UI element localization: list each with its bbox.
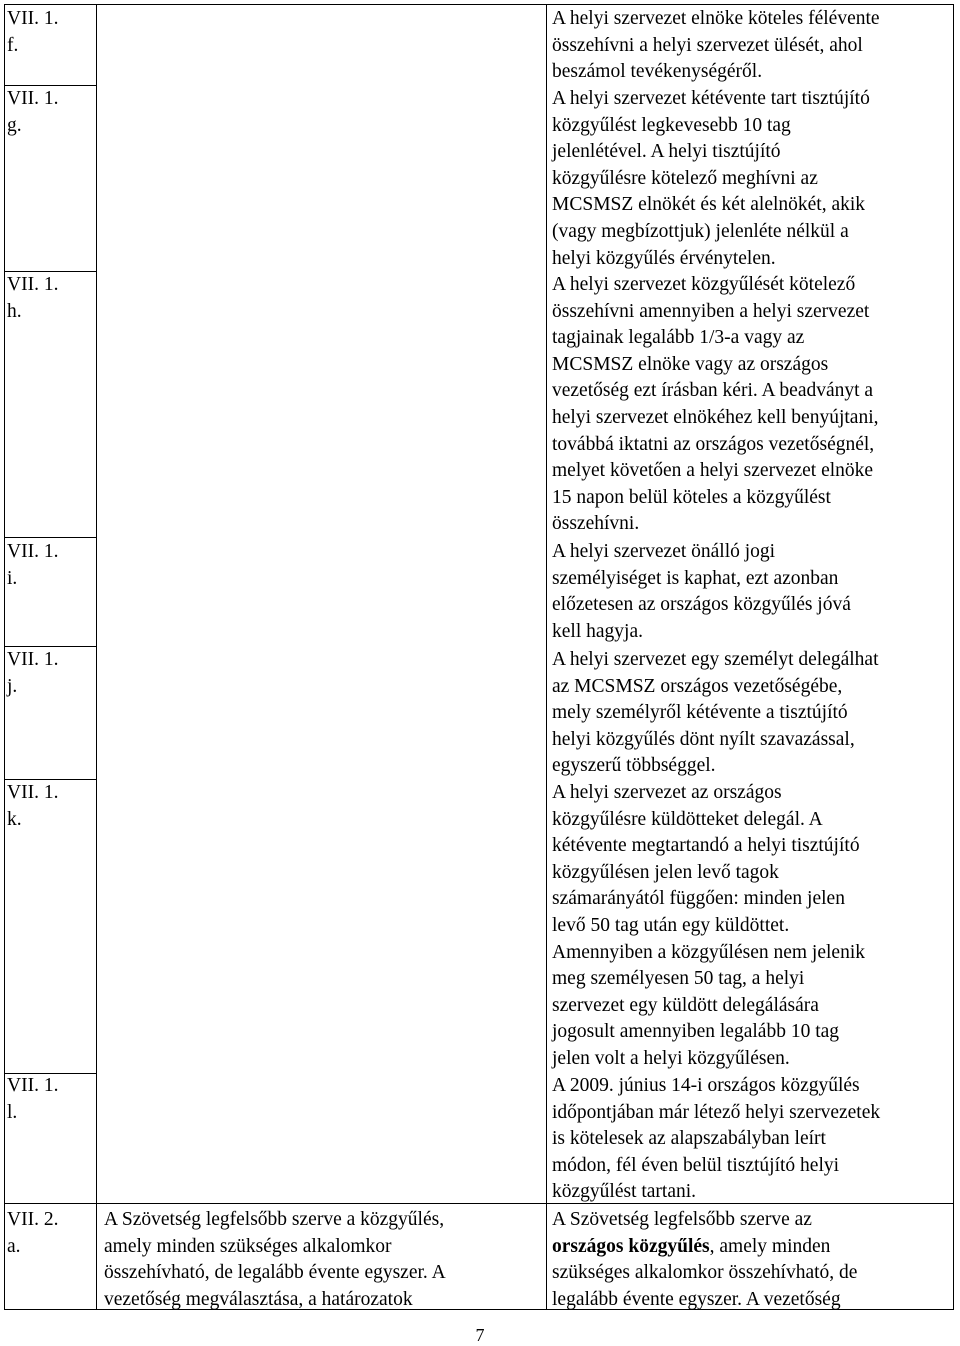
section-ref: VII. 1. l. [7,1075,59,1123]
proposed-text: A helyi szervezet elnöke köteles félévente összehívni a helyi szervezet ülését, ahol beszámol tevékenységéről. [552,8,880,83]
column-divider [546,5,547,1309]
proposed-text: A helyi szervezet önálló jogi személyiséget is kaphat, ezt azonban előzetesen az országos közgyűlés jóvá kell hagyja. [552,541,851,642]
proposed-text [552,1207,948,1313]
row-divider [5,537,96,538]
original-text: A Szövetség legfelsőbb szerve a közgyűlés, amely minden szükséges alkalomkor összehívható, de legalább évente egyszer. A vezetőség megválasztása, a határozatok [104,1209,446,1310]
section-ref: VII. 1. g. [7,88,59,136]
proposed-text: A helyi szervezet egy személyt delegálhat az MCSMSZ országos vezetőségébe, mely személyről kétévente a tisztújító helyi közgyűlés dönt nyílt szavazással, egyszerű többséggel. [552,649,879,777]
section-ref: VII. 1. j. [7,649,59,697]
proposed-text: A helyi szervezet kétévente tart tisztújító közgyűlést legkevesebb 10 tag jelenlétével. A helyi tisztújító közgyűlésre kötelező meghívni az MCSMSZ elnökét és két alelnökét, akik (vagy megbízottjuk) jelenléte nélkül a helyi közgyűlés érvénytelen. [552,88,870,269]
column-divider [96,5,97,1309]
proposed-text: A helyi szervezet az országos közgyűlésre küldötteket delegál. A kétévente megtartandó a helyi tisztújító közgyűlésen jelen levő tagok számarányától függően: minden jelen levő 50 tag után egy küldöttet. Amennyiben a közgyűlésen nem jelenik meg személyesen 50 tag, a helyi szervezet egy küldött delegálására jogosult amennyiben legalább 10 tag jelen volt a helyi közgyűlésen. [552,782,865,1069]
section-ref: VII. 1. i. [7,541,59,589]
section-ref: VII. 1. f. [7,8,59,56]
section-ref: VII. 1. h. [7,274,59,322]
section-ref: VII. 2. a. [7,1209,59,1257]
emphasized-term: országos közgyűlés [552,1235,710,1257]
proposed-text: A 2009. június 14-i országos közgyűlés időpontjában már létező helyi szervezetek is kötelesek az alapszabályban leírt módon, fél éven belül tisztújító helyi közgyűlést tartani. [552,1075,881,1203]
proposed-text: A helyi szervezet közgyűlését kötelező összehívni amennyiben a helyi szervezet tagjainak legalább 1/3-a vagy az MCSMSZ elnöke vagy az országos vezetőség ezt írásban kéri. A beadványt a helyi szervezet elnökéhez kell benyújtani, továbbá iktatni az országos vezetőségnél, melyet követően a helyi szervezet elnöke 15 napon belül köteles a közgyűlést összehívni. [552,274,879,535]
section-ref: VII. 1. k. [7,782,59,830]
proposed-text-part: A Szövetség legfelsőbb szerve az [552,1209,812,1230]
page-number: 7 [475,1325,485,1345]
proposed-text-part: , amely minden szükséges alkalomkor összehívható, de legalább évente egyszer. A vezetőség [552,1235,858,1310]
